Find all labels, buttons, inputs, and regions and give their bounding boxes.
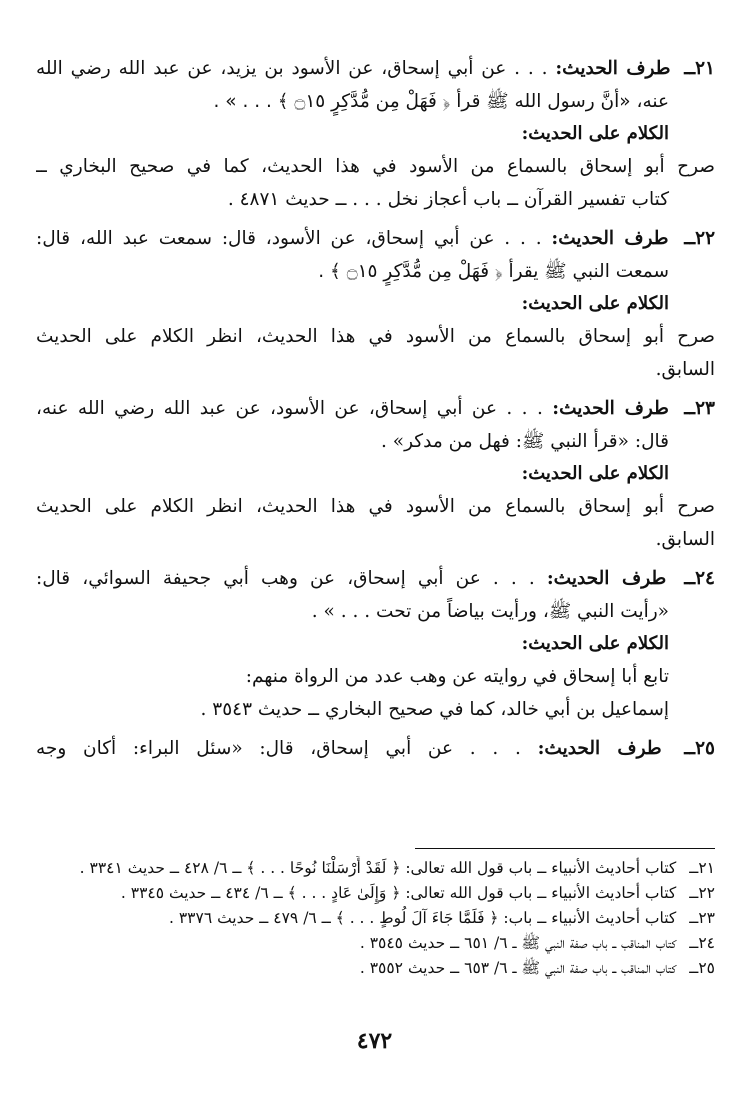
entry-label: طرف الحديث: <box>555 58 671 79</box>
page-number: ٤٧٢ <box>356 1028 393 1054</box>
entry-number: ٢١ــ <box>684 58 715 79</box>
footnote-text: كتاب أحاديث الأنبياء ــ باب قول الله تعالى: ﴿ لَقَدْ أَرْسَلْنَا نُوحًا . . . ﴾ ــ ٦/ ٤٢٨ ــ حديث ٣٣٤١ . <box>79 859 677 877</box>
hadith-entry-21 <box>36 52 715 216</box>
entry-first-line <box>36 222 715 255</box>
entry-text-continued: عنه، «أنَّ رسول الله ﷺ قرأ ﴿ فَهَلْ مِن مُّدَّكِرٍ ۝١٥ ﴾ . . . » . <box>213 91 669 112</box>
discussion-text: صرح أبو إسحاق بالسماع من الأسود في هذا الحديث، انظر الكلام على الحديث <box>36 496 715 517</box>
discussion-text-continued: السابق. <box>655 529 715 550</box>
discussion-text-continued: السابق. <box>655 359 715 380</box>
entry-text: . . . عن أبي إسحاق، عن الأسود، قال: سمعت عبد الله، قال: <box>36 228 542 249</box>
footnote-text: كتاب المناقب ــ باب صفة النبي ﷺ ــ ٦/ ٦٥١ ــ حديث ٣٥٤٥ . <box>359 934 677 952</box>
footnotes <box>36 856 715 981</box>
footnote-item <box>36 931 715 956</box>
entry-text: . . . عن أبي إسحاق، قال: «سئل البراء: أكان وجه <box>36 738 521 759</box>
discussion-text: تابع أبا إسحاق في روايته عن وهب عدد من الرواة منهم: <box>245 666 669 687</box>
entry-first-line <box>36 392 715 425</box>
hadith-entry-25 <box>36 732 715 765</box>
discussion-text-continued: كتاب تفسير القرآن ــ باب أعجاز نخل . . . ــ حديث ٤٨٧١ . <box>227 189 669 210</box>
discussion-label: الكلام على الحديث: <box>521 123 669 144</box>
footnote-number: ٢٣ــ <box>689 909 715 927</box>
discussion-text-continued: إسماعيل بن أبي خالد، كما في صحيح البخاري ــ حديث ٣٥٤٣ . <box>200 699 669 720</box>
footnote-item <box>36 956 715 981</box>
entry-number: ٢٥ــ <box>684 738 715 759</box>
discussion-label: الكلام على الحديث: <box>521 463 669 484</box>
footnote-item <box>36 881 715 906</box>
entry-number: ٢٤ــ <box>684 568 715 589</box>
footnote-number: ٢١ــ <box>689 859 715 877</box>
footnote-number: ٢٥ــ <box>689 959 715 977</box>
entry-number: ٢٢ــ <box>684 228 715 249</box>
discussion-text: صرح أبو إسحاق بالسماع من الأسود في هذا الحديث، كما في صحيح البخاري ــ <box>36 156 715 177</box>
discussion-label: الكلام على الحديث: <box>521 633 669 654</box>
entry-text: . . . عن أبي إسحاق، عن وهب أبي جحيفة السوائي، قال: <box>36 568 535 589</box>
entry-text-continued: «رأيت النبي ﷺ، ورأيت بياضاً من تحت . . . » . <box>311 601 669 622</box>
entry-label: طرف الحديث: <box>537 738 662 759</box>
entry-text-continued: سمعت النبي ﷺ يقرأ ﴿ فَهَلْ مِن مُّدَّكِرٍ ۝١٥ ﴾ . <box>318 261 669 282</box>
entry-text: . . . عن أبي إسحاق، عن الأسود، عن عبد الله رضي الله عنه، <box>36 398 543 419</box>
footnote-divider <box>415 848 715 849</box>
hadith-entry-23 <box>36 392 715 556</box>
footnote-text: كتاب أحاديث الأنبياء ــ باب قول الله تعالى: ﴿ وَإِلَىٰ عَادٍ . . . ﴾ ــ ٦/ ٤٣٤ ــ حديث ٣٣٤٥ . <box>120 884 677 902</box>
footnote-text: كتاب المناقب ــ باب صفة النبي ﷺ ــ ٦/ ٦٥٣ ــ حديث ٣٥٥٢ . <box>359 959 677 977</box>
entry-first-line <box>36 52 715 85</box>
footnote-number: ٢٢ــ <box>689 884 715 902</box>
hadith-entry-22 <box>36 222 715 386</box>
entry-label: طرف الحديث: <box>546 568 667 589</box>
footnote-text: كتاب أحاديث الأنبياء ــ باب: ﴿ فَلَمَّا جَاءَ آلَ لُوطٍ . . . ﴾ ــ ٦/ ٤٧٩ ــ حديث ٣٣٧٦ . <box>168 909 677 927</box>
entry-text: . . . عن أبي إسحاق، عن الأسود بن يزيد، عن عبد الله رضي الله <box>36 58 548 79</box>
discussion-text: صرح أبو إسحاق بالسماع من الأسود في هذا الحديث، انظر الكلام على الحديث <box>36 326 715 347</box>
entry-first-line <box>36 732 715 765</box>
footnote-number: ٢٤ــ <box>689 934 715 952</box>
footnote-item <box>36 856 715 881</box>
entry-number: ٢٣ــ <box>684 398 715 419</box>
footnote-item <box>36 906 715 931</box>
entry-first-line <box>36 562 715 595</box>
discussion-label: الكلام على الحديث: <box>521 293 669 314</box>
entry-label: طرف الحديث: <box>551 228 669 249</box>
entry-label: طرف الحديث: <box>552 398 669 419</box>
hadith-entry-24 <box>36 562 715 726</box>
entry-text-continued: قال: «قرأ النبي ﷺ: فهل من مدكر» . <box>381 431 669 452</box>
